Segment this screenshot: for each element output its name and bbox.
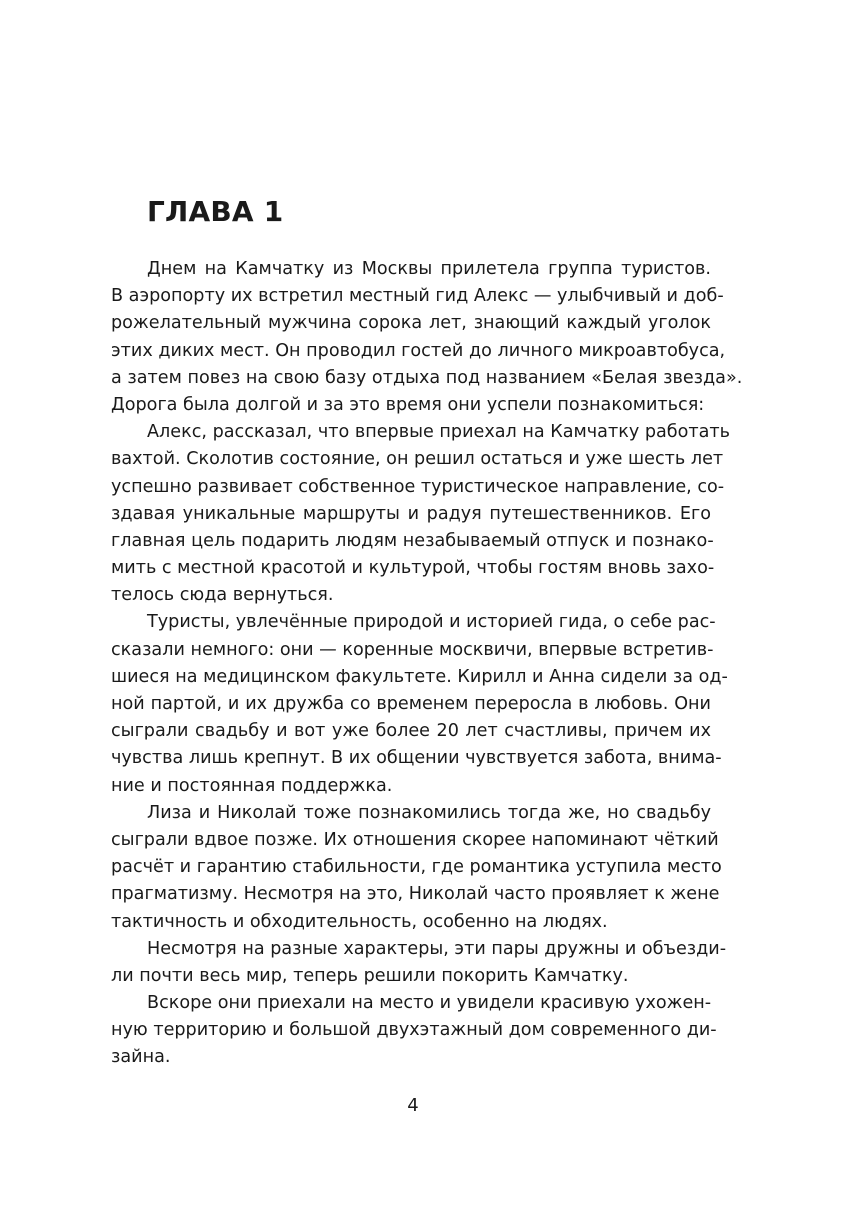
text-line: рожелательный мужчина сорока лет, знающий каждый уголок xyxy=(111,313,711,334)
text-line: ние и постоянная поддержка. xyxy=(111,775,393,796)
text-line: мить с местной красотой и культурой, чтобы гостям вновь захо- xyxy=(111,558,715,579)
paragraph-1 xyxy=(111,256,743,419)
text-line: телось сюда вернуться. xyxy=(111,585,334,606)
text-line: главная цель подарить людям незабываемый отпуск и познако- xyxy=(111,530,714,551)
text-line: шиеся на медицинском факультете. Кирилл и Анна сидели за од- xyxy=(111,666,728,687)
text-line: Алекс, рассказал, что впервые приехал на Камчатку работать xyxy=(147,422,731,443)
text-line: В аэропорту их встретил местный гид Алекс — улыбчивый и доб- xyxy=(111,286,724,307)
page-number: 4 xyxy=(407,1095,419,1116)
text-line: ной партой, и их дружба со временем переросла в любовь. Они xyxy=(111,694,711,714)
text-line: Вскоре они приехали на место и увидели красивую ухожен- xyxy=(147,993,712,1014)
text-line: Лиза и Николай тоже познакомились тогда же, но свадьбу xyxy=(147,802,711,823)
text-line: сыграли вдвое позже. Их отношения скорее напоминают чёткий xyxy=(111,829,719,850)
text-line: чувства лишь крепнут. В их общении чувствуется забота, внима- xyxy=(111,748,722,769)
text-line: ли почти весь мир, теперь решили покорить Камчатку. xyxy=(111,965,629,986)
text-line: прагматизму. Несмотря на это, Николай часто проявляет к жене xyxy=(111,884,720,905)
text-line: Несмотря на разные характеры, эти пары дружны и объезди- xyxy=(147,938,727,959)
text-line: ную территорию и большой двухэтажный дом современного ди- xyxy=(111,1020,717,1041)
text-line: здавая уникальные маршруты и радуя путешественников. Его xyxy=(111,503,711,524)
chapter-title: ГЛАВА 1 xyxy=(147,195,284,228)
paragraph-4 xyxy=(111,800,722,936)
chapter-body xyxy=(111,256,743,1072)
paragraph-5 xyxy=(111,936,727,990)
text-line: успешно развивает собственное туристическое направление, со- xyxy=(111,476,725,497)
text-line: тактичность и обходительность, особенно на людях. xyxy=(111,911,608,932)
paragraph-6 xyxy=(111,990,717,1072)
text-line: вахтой. Сколотив состояние, он решил остаться и уже шесть лет xyxy=(111,449,724,470)
paragraph-2 xyxy=(111,419,731,609)
text-line: расчёт и гарантию стабильности, где романтика уступила место xyxy=(111,857,722,878)
text-line: Дорога была долгой и за это время они успели познакомиться: xyxy=(111,394,705,415)
text-line: этих диких мест. Он проводил гостей до личного микроавтобуса, xyxy=(111,340,726,361)
text-line: сыграли свадьбу и вот уже более 20 лет счастливы, причем их xyxy=(111,721,711,742)
text-line: а затем повез на свою базу отдыха под названием «Белая звезда». xyxy=(111,367,743,388)
text-line: зайна. xyxy=(111,1047,171,1068)
text-line: Туристы, увлечённые природой и историей гида, о себе рас- xyxy=(147,612,716,633)
text-line: сказали немного: они — коренные москвичи, впервые встретив- xyxy=(111,639,714,660)
paragraph-3 xyxy=(111,609,728,799)
text-line: Днем на Камчатку из Москвы прилетела группа туристов. xyxy=(147,259,711,279)
